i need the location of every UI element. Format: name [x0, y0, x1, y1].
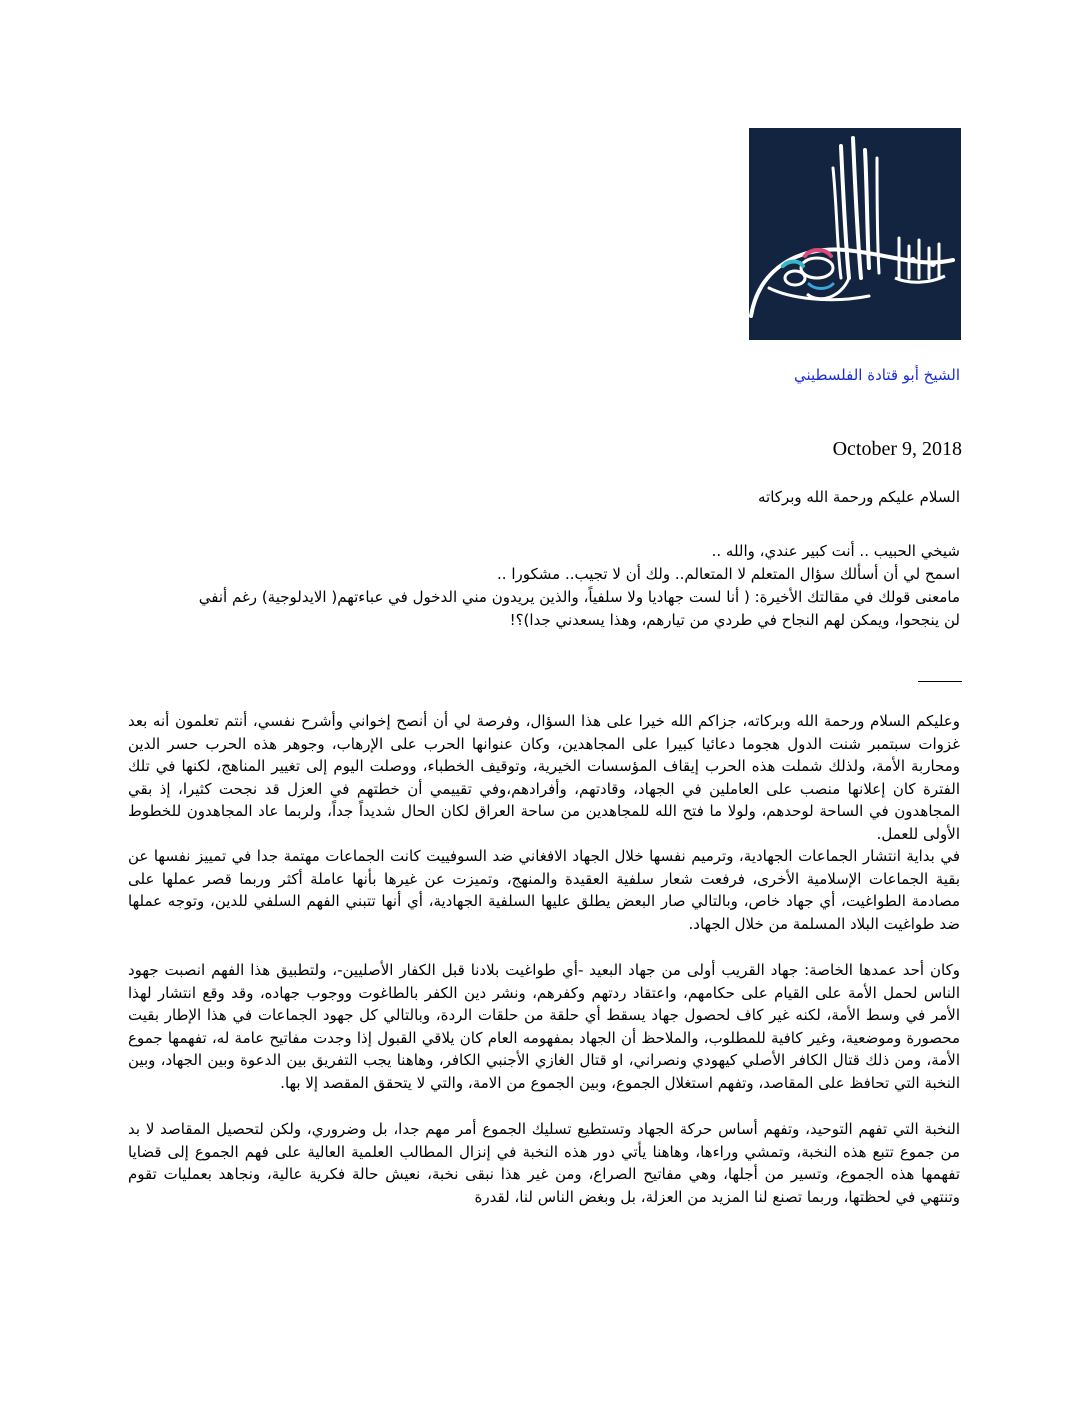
calligraphy-logo — [749, 128, 961, 340]
question-block — [128, 540, 960, 632]
greeting-line: السلام عليكم ورحمة الله وبركاته — [758, 488, 960, 506]
answer-paragraph: وكان أحد عمدها الخاصة: جهاد القريب أولى من جهاد البعيد -أي طواغيت بلادنا قبل الكفار الأصليين-، ولتطبيق هذا الفهم انصبت جهود الناس لحمل الأمة على القيام على حكامهم، واعتقاد ردتهم وكفرهم، ونشر دين الكفر بالطاغوت ووجوب جهاده، وقد وقع انتشار لهذا الأمر في وسط الأمة، لكنه غير كاف لحصول جهاد يسقط أي حلقة من حلقات الردة، وبالتالي كل جهود الجماعات في هذا الإطار بقيت محصورة وموضعية، وغير كافية للمطلوب، والملاحظ أن الجهاد بمفهومه العام كان يلاقي القبول إذا وجدت مفاتيح عامة له، تفهمها جموع الأمة، ومن ذلك قتال الكافر الأصلي كيهودي ونصراني، او قتال الغازي الأجنبي الكافر، وهاهنا يجب التفريق بين الدعوة وبين الجهاد، وبين النخبة التي تحافظ على المقاصد، وتفهم استغلال الجموع، وبين الجموع من الامة، والتي لا يتحقق المقصد إلا بها. — [128, 961, 960, 1092]
answer-paragraph: وعليكم السلام ورحمة الله وبركاته، جزاكم الله خيرا على هذا السؤال، وفرصة لي أن أنصح إخواني وأشرح نفسي، أنتم تعلمون أنه بعد غزوات سبتمبر شنت الدول هجوما دعائيا كبيرا على المجاهدين، وكان عنوانها الحرب على الإرهاب، وجوهر هذه الحرب حسر الدين ومحاربة الأمة، ولذلك شملت هذه الحرب إيقاف المؤسسات الخيرية، وتوقيف الخطباء، ووصلت اليوم إلى تغيير المناهج، لكنها في تلك الفترة كان إعلانها منصب على العاملين في الجهاد، وقادتهم، وأفرادهم،وفي تقييمي أن خطتهم في العزل قد نجحت كثيرا، إذ بقي المجاهدون في الساحة لوحدهم، ولولا ما فتح الله للمجاهدين من ساحة العراق لكان الحال شديداً جداً، ولربما عاد المجاهدون للخطوط الأولى للعمل. — [128, 712, 960, 843]
author-name: الشيخ أبو قتادة الفلسطيني — [793, 366, 960, 384]
section-divider — [918, 681, 962, 682]
question-line: مامعنى قولك في مقالتك الأخيرة: ( أنا لست جهاديا ولا سلفياً، والذين يريدون مني الدخول في عباءتهم( الايدلوجية) رغم أنفي — [198, 588, 960, 606]
question-line: اسمح لي أن أسألك سؤال المتعلم لا المتعالم.. ولك أن لا تجيب.. مشكورا .. — [497, 565, 960, 583]
question-line: شيخي الحبيب .. أنت كبير عندي، والله .. — [711, 542, 960, 560]
calligraphy-icon — [749, 128, 961, 340]
letter-date: October 9, 2018 — [832, 438, 962, 460]
logo-text — [749, 340, 750, 341]
answer-paragraph: النخبة التي تفهم التوحيد، وتفهم أساس حركة الجهاد وتستطيع تسليك الجموع أمر مهم جدا، بل وضروري، ولكن لتحصيل المقاصد لا بد من جموع تتبع هذه النخبة، وتمشي وراءها، وهاهنا يأتي دور هذه النخبة في إنزال المطالب العلمية العالية على فهم الجموع إلى قضايا تفهمها هذه الجموع، وتسير من أجلها، وهي مفاتيح الصراع، ومن غير هذا نبقى نخبة، نعيش حالة فكرية عالية، ونجاهد بعمليات تقوم وتنتهي في لحظتها، وربما تصنع لنا المزيد من العزلة، بل وبغض الناس لنا، لقدرة — [128, 1120, 960, 1206]
answer-body — [128, 710, 960, 1208]
question-line: لن ينجحوا، ويمكن لهم النجاح في طردي من تيارهم، وهذا يسعدني جدا)؟! — [509, 611, 960, 629]
answer-paragraph: في بداية انتشار الجماعات الجهادية، وترميم نفسها خلال الجهاد الافغاني ضد السوفييت كانت الجماعات مهتمة جدا في تمييز نفسها عن بقية الجماعات الإسلامية الأخرى، فرفعت شعار سلفية العقيدة والمنهج، وتميزت عن غيرها بأنها عاملة أكثر وربما قصر عملها على مصادمة الطواغيت، أي جهاد خاص، وبالتالي صار البعض يطلق عليها السلفية الجهادية، أي أنها تتبني الفهم السلفي للدين، وتوجه عملها ضد طواغيت البلاد المسلمة من خلال الجهاد. — [128, 847, 960, 933]
